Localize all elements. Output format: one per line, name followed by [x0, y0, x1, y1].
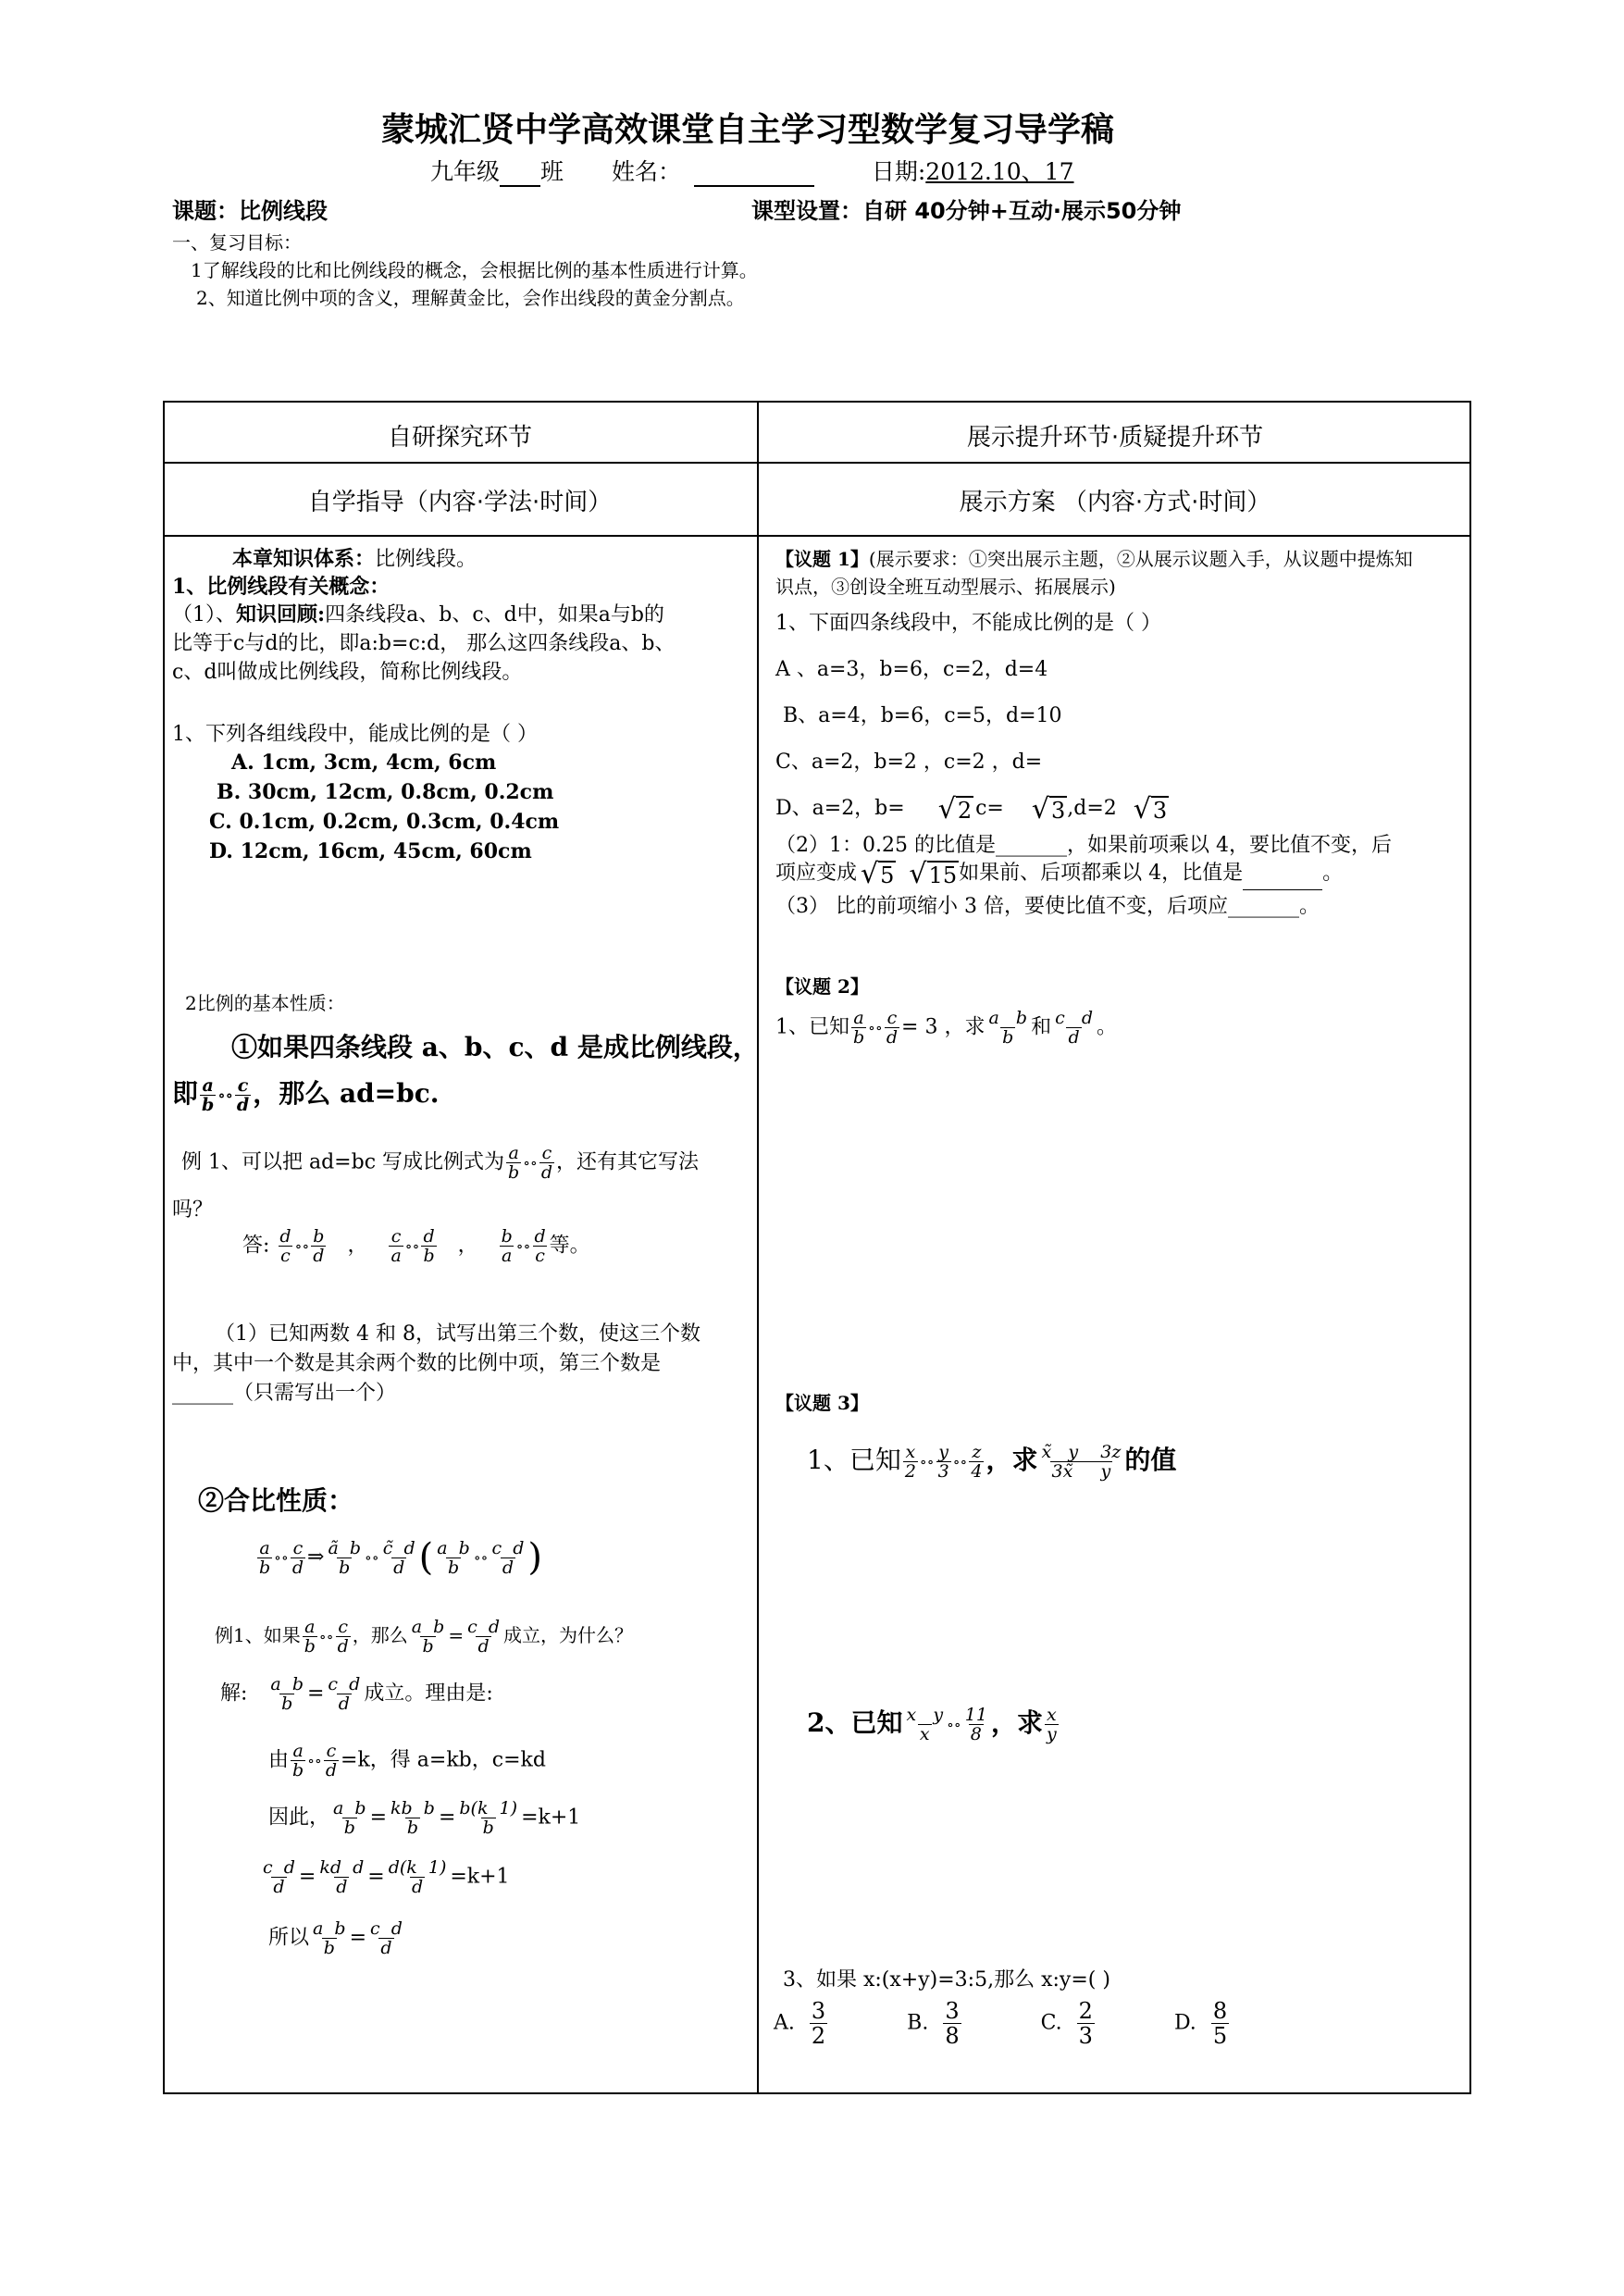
- topic-3-title: 【议题 3】: [775, 1392, 869, 1414]
- option-b: B. 30cm, 12cm, 0.8cm, 0.2cm: [217, 780, 554, 804]
- class-label: 班: [540, 158, 564, 185]
- topic-3-q3: 3、如果 x:(x+y)=3:5,那么 x:y=( ): [783, 1968, 1110, 1992]
- goal-2: 2、知道比例中项的含义，理解黄金比，会作出线段的黄金分割点。: [196, 287, 745, 309]
- grade-label: 九年级: [430, 158, 501, 185]
- question-1: 1、下列各组线段中，能成比例的是（ ）: [172, 723, 538, 746]
- right-header: 展示提升环节·质疑提升环节: [966, 424, 1264, 452]
- option-c: C. 0.1cm, 0.2cm, 0.3cm, 0.4cm: [209, 810, 560, 834]
- r-option-b: B、a=4，b=6，c=5，d=10: [783, 704, 1062, 727]
- date-label: 日期:: [871, 158, 926, 185]
- r-question-1: 1、下面四条线段中，不能成比例的是（ ）: [775, 612, 1161, 635]
- concept-title: 1、比例线段有关概念：: [172, 575, 391, 599]
- topic-3-q2: 2、已知 $\frac{\text{x y}}{x}$ ∘∘ $\frac{11}{8}$ ，求 $\frac{x}{y}$: [807, 1705, 1057, 1744]
- goal-1: 1了解线段的比和比例线段的概念，会根据比例的基本性质进行计算。: [191, 259, 758, 281]
- answer-1: 答: $\frac{d}{c}$ ∘∘ $\frac{b}{d}$ ， $\frac{c}{a}$ ∘∘ $\frac{d}{b}$ ， $\frac{b}{a}$ ∘∘ $\frac{d}{c}$ 等。: [242, 1226, 590, 1266]
- hebi-formula: $\frac{a}{b}$ ∘∘ $\frac{c}{d}$ ⇒ $\frac{\text{ã b}}{b}$ ∘∘ $\frac{c̃ d}{d}$ ( $\frac{\text{a b}}{b}$ ∘∘ $\frac{\text{c d}}{d}$ ): [259, 1536, 542, 1579]
- option-d: D. 12cm, 16cm, 45cm, 60cm: [209, 839, 532, 863]
- r-option-a: A 、a=3，b=6，c=2，d=4: [775, 658, 1048, 681]
- r-question-2a: （2）1：0.25 的比值是_______，如果前项乘以 4，要比值不变，后: [775, 834, 1392, 857]
- sqrt-2: √2: [937, 792, 973, 825]
- column-divider: [757, 401, 759, 2094]
- property-title: 2比例的基本性质：: [185, 992, 345, 1014]
- left-subheader: 自学指导（内容·学法·时间）: [307, 489, 613, 516]
- topic-2-title: 【议题 2】: [775, 975, 869, 998]
- solution-line-1: 解: $\frac{\text{a b}}{b}$ = $\frac{\text{c d}}{d}$ 成立。理由是:: [220, 1674, 493, 1714]
- mean-question-3: ______（只需写出一个）: [172, 1382, 397, 1405]
- property-1: ①如果四条线段 a、b、c、d 是成比例线段，: [231, 1032, 759, 1062]
- goals-title: 一、复习目标：: [172, 231, 302, 254]
- row-divider-1: [163, 462, 1471, 464]
- row-divider-2: [163, 535, 1471, 537]
- mean-question-2: 中，其中一个数是其余两个数的比例中项，第三个数是: [172, 1352, 662, 1375]
- r-option-c: C、a=2，b=2 ，c=2 ，d=: [775, 751, 1043, 774]
- property-1-formula: 即 $\frac{a}{b}$ ∘∘ $\frac{c}{d}$ ，那么 ad=bc.: [172, 1075, 440, 1115]
- topic-3-options: A. $\frac{3}{2}$ B. $\frac{3}{8}$ C. $\frac{2}{3}$ D. $\frac{8}{5}$: [774, 1998, 1228, 2049]
- recall-line-2: 比等于c与d的比，即a:b=c:d， 那么这四条线段a、b、: [172, 632, 676, 655]
- sqrt-5: √5: [861, 857, 895, 890]
- hebi-title: ②合比性质：: [198, 1485, 354, 1516]
- info-line: [430, 154, 1074, 187]
- sqrt-3a: √3: [1031, 792, 1066, 825]
- option-a: A. 1cm, 3cm, 4cm, 6cm: [231, 751, 497, 775]
- topic-1-line-2: 识点，③创设全班互动型展示、拓展展示): [775, 576, 1116, 598]
- sqrt-3b: √3: [1133, 792, 1168, 825]
- solution-line-5: 所以 $\frac{\text{a b}}{b}$ = $\frac{\text{c d}}{d}$: [268, 1918, 403, 1958]
- solution-line-4: $\frac{\text{c d}}{d}$ = $\frac{\text{kd d}}{d}$ = $\frac{d(k 1)}{d}$ =k+1: [263, 1857, 510, 1897]
- r-option-d: D、a=2，b= √2 c= √3,d=2 √3: [775, 792, 1168, 825]
- solution-line-2: 由 $\frac{a}{b}$ ∘∘ $\frac{c}{d}$ =k，得 a=kb，c=kd: [268, 1741, 546, 1781]
- recall-line-1: （1）、知识回顾:四条线段a、b、c、d中，如果a与b的: [172, 602, 664, 627]
- topic-2-question: 1、已知 $\frac{a}{b}$ ∘∘ $\frac{c}{d}$ = 3 ，求 $\frac{\text{a b}}{b}$ 和 $\frac{\text{c d}}{d}$ 。: [775, 1008, 1118, 1048]
- r-question-3: （3） 比的前项缩小 3 倍，要使比值不变，后项应_______。: [775, 895, 1320, 918]
- lesson-type: 课型设置：自研 40分钟+互动·展示50分钟: [751, 198, 1182, 224]
- example-1-cont: 吗？: [172, 1198, 214, 1222]
- topic-1-line-1: 【议题 1】(展示要求：①突出展示主题，②从展示议题入手，从议题中提炼知: [775, 548, 1413, 570]
- sqrt-15: √15: [909, 857, 958, 890]
- right-subheader: 展示方案 （内容·方式·时间）: [959, 489, 1271, 516]
- hebi-example: 例1、如果 $\frac{a}{b}$ ∘∘ $\frac{c}{d}$ ，那么 $\frac{\text{a b}}{b}$ = $\frac{\text{c d}}{d}$ 成立，为什么？: [215, 1617, 633, 1657]
- r-question-2b: 项应变成 √5 √15如果前、后项都乘以 4，比值是 。: [775, 857, 1344, 890]
- knowledge-system: 本章知识体系：比例线段。: [232, 547, 477, 571]
- topic-3-q1: 1、已知 $\frac{x}{2}$ ∘∘ $\frac{y}{3}$ ∘∘ $\frac{z}{4}$ ，求 $\frac{x̃ y 3z}{3x̃ y}$ 的值: [807, 1442, 1177, 1482]
- topic: 课题：比例线段: [172, 198, 328, 224]
- mean-question-1: （1）已知两数 4 和 8，试写出第三个数，使这三个数: [215, 1322, 700, 1346]
- solution-line-3: 因此， $\frac{\text{a b}}{b}$ = $\frac{\text{kb b}}{b}$ = $\frac{b(k 1)}{b}$ =k+1: [268, 1798, 581, 1838]
- recall-line-3: c、d叫做成比例线段，简称比例线段。: [172, 661, 523, 684]
- name-label: 姓名：: [611, 158, 681, 185]
- example-1: 例 1、可以把 ad=bc 写成比例式为 $\frac{a}{b}$ ∘∘ $\frac{c}{d}$ ，还有其它写法: [181, 1143, 700, 1183]
- page-title: 蒙城汇贤中学高效课堂自主学习型数学复习导学稿: [381, 111, 1115, 149]
- left-header: 自研探究环节: [387, 424, 532, 452]
- date-value: 2012.10、17: [925, 158, 1074, 185]
- name-blank: [694, 165, 814, 187]
- class-blank: [500, 165, 540, 187]
